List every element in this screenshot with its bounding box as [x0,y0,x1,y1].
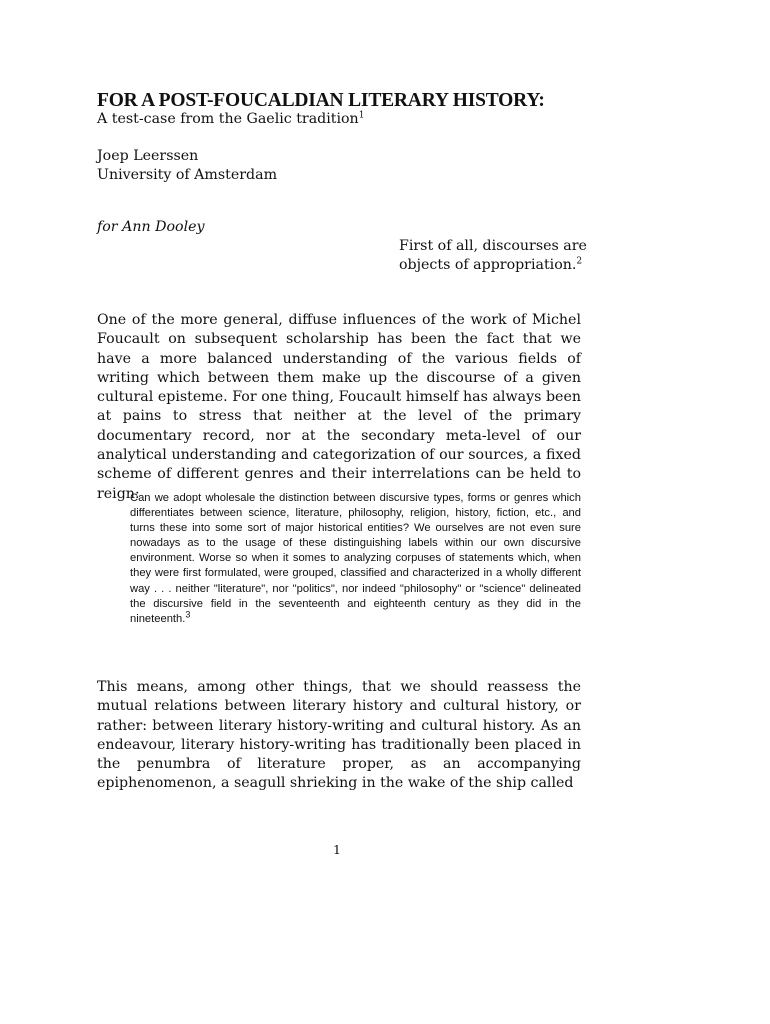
block-quote-text: Can we adopt wholesale the distinction between discursive types, forms or genres which differentiates between science, literature, philosophy, religion, history, fiction, etc., and turns these into some sort of major historical entities? We ourselves are not even sure nowadays as to the usage of these distinguishing labels within our own discursive environment. Worse so when it somes to analyzing corpuses of statements which, when they were first formulated, were grouped, classified and characterized in a wholly different way . . . neither "literature", nor "politics", nor indeed "philosophy" or "science" delineated the discursive field in the seventeenth and eighteenth century as they did in the nineteenth. [130,492,581,625]
epigraph-line-2 [399,256,581,275]
article-subtitle [97,111,364,127]
body-paragraph-1: One of the more general, diffuse influences of the work of Michel Foucault on subsequent scholarship has been the fact that we have a more balanced understanding of the various fields of writing which between them make up the discourse of a given cultural episteme. For one thing, Foucault himself has always been at pains to stress that neither at the level of the primary documentary record, nor at the secondary meta-level of our analytical understanding and categorization of our sources, a fixed scheme of different genres and their interrelations can be held to reign: [97,312,581,502]
article-title: FOR A POST-FOUCALDIAN LITERARY HISTORY: [97,90,545,111]
dedication: for Ann Dooley [97,219,205,235]
epigraph [399,237,587,275]
author-name: Joep Leerssen [97,148,199,164]
document-page [97,0,587,1024]
subtitle-text: A test-case from the Gaelic tradition [97,111,359,127]
footnote-marker-3[interactable]: 3 [185,609,191,620]
author-affiliation: University of Amsterdam [97,167,278,183]
body-paragraph-2: This means, among other things, that we should reassess the mutual relations between literary history and cultural history, or rather: between literary history-writing and cultural history. As an endeavour, literary history-writing has traditionally been placed in the penumbra of literature proper, as an accompanying epiphenomenon, a seagull shrieking in the wake of the ship called [97,679,581,792]
footnote-marker-1[interactable]: 1 [358,110,365,121]
epigraph-line-1: First of all, discourses are [399,238,587,254]
block-quote [130,491,581,627]
epigraph-line-2-text: objects of appropriation. [399,257,577,273]
author-block [97,147,277,185]
page-number: 1 [333,842,341,857]
footnote-marker-2[interactable]: 2 [576,256,583,267]
